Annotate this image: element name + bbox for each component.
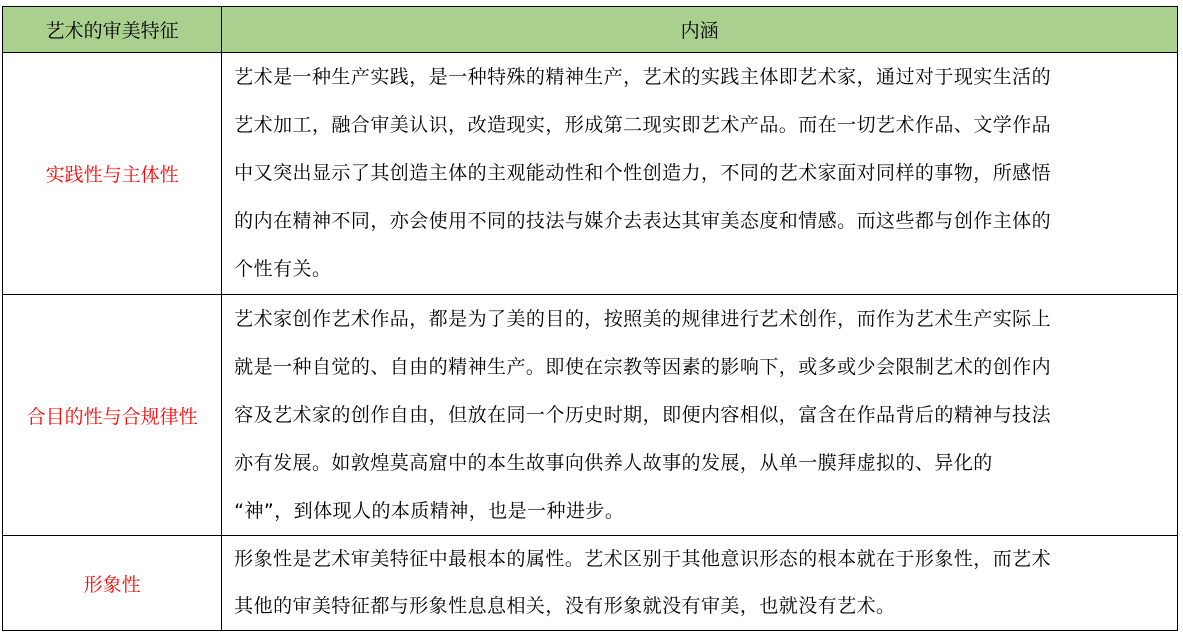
- meaning-line: 艺术是一种生产实践，是一种特殊的精神生产，艺术的实践主体即艺术家，通过对于现实生活的: [234, 66, 1052, 88]
- meaning-cell: [222, 536, 1178, 631]
- meaning-line: 个性有关。: [234, 258, 332, 280]
- meaning-line: 亦有发展。如敦煌莫高窟中的本生故事向供养人故事的发展，从单一膜拜虚拟的、异化的: [234, 452, 993, 474]
- header-meaning: 内涵: [222, 7, 1178, 53]
- table-header-row: [3, 7, 1178, 53]
- table-row: [3, 53, 1178, 295]
- feature-cell: 实践性与主体性: [3, 53, 222, 295]
- table-row: [3, 295, 1178, 536]
- feature-cell: 形象性: [3, 536, 222, 631]
- aesthetic-features-table: [2, 6, 1178, 631]
- header-feature: 艺术的审美特征: [3, 7, 222, 53]
- meaning-line: 的内在精神不同，亦会使用不同的技法与媒介去表达其审美态度和情感。而这些都与创作主体的: [234, 210, 1052, 232]
- meaning-line: 容及艺术家的创作自由，但放在同一个历史时期，即便内容相似，富含在作品背后的精神与技法: [234, 404, 1052, 426]
- meaning-cell: [222, 53, 1178, 295]
- meaning-cell: [222, 295, 1178, 536]
- meaning-line: 艺术加工，融合审美认识，改造现实，形成第二现实即艺术产品。而在一切艺术作品、文学作品: [234, 114, 1052, 136]
- meaning-line: 其他的审美特征都与形象性息息相关，没有形象就没有审美，也就没有艺术。: [234, 595, 896, 617]
- meaning-line: “神”，到体现人的本质精神，也是一种进步。: [234, 500, 625, 522]
- meaning-line: 就是一种自觉的、自由的精神生产。即使在宗教等因素的影响下，或多或少会限制艺术的创作内: [234, 356, 1052, 378]
- meaning-line: 艺术家创作艺术作品，都是为了美的目的，按照美的规律进行艺术创作，而作为艺术生产实际上: [234, 308, 1052, 330]
- meaning-line: 形象性是艺术审美特征中最根本的属性。艺术区别于其他意识形态的根本就在于形象性，而艺术: [234, 548, 1052, 570]
- table-row: [3, 536, 1178, 631]
- meaning-line: 中又突出显示了其创造主体的主观能动性和个性创造力，不同的艺术家面对同样的事物，所感悟: [234, 162, 1052, 184]
- feature-cell: 合目的性与合规律性: [3, 295, 222, 536]
